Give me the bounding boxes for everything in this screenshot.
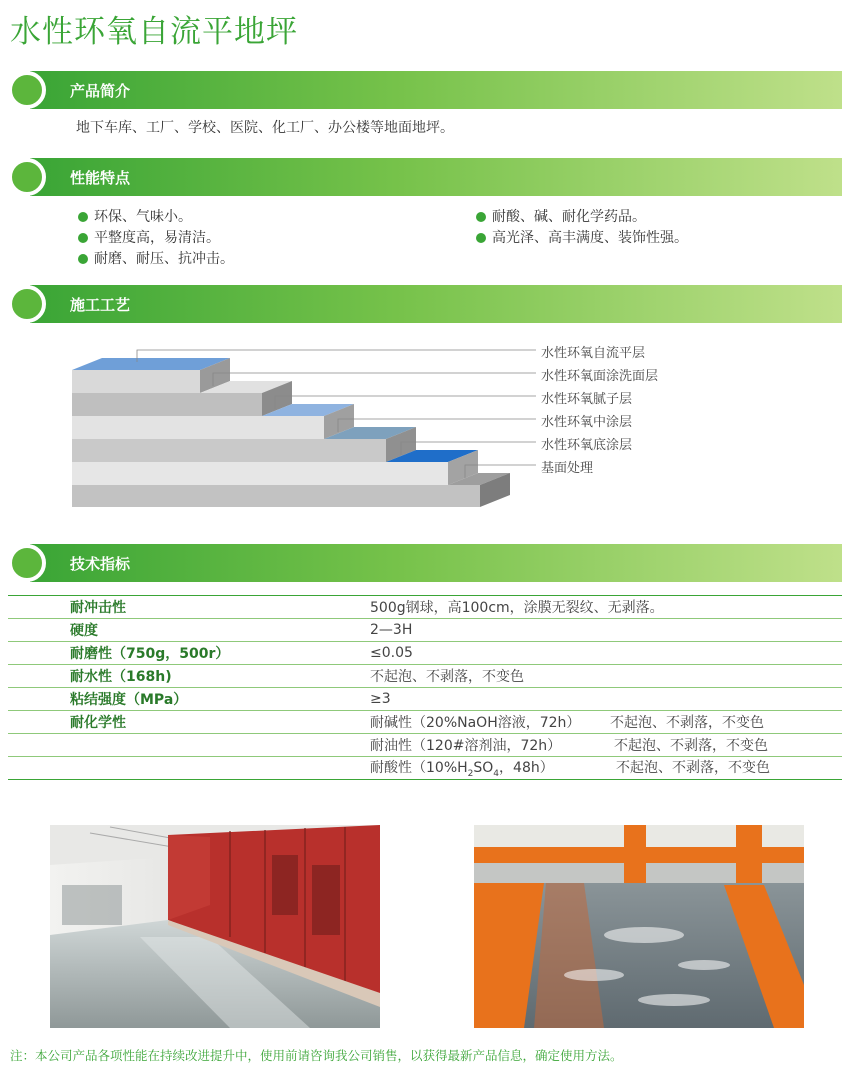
layer-label: 水性环氧底涂层 [541,438,633,453]
layer-front-2 [72,393,262,416]
circle-icon [8,285,46,323]
feature-item: 平整度高，易清洁。 [78,227,220,247]
layer-label: 基面处理 [541,461,594,476]
table-row [8,757,842,780]
table-row [8,596,842,619]
bullet-icon [78,233,88,243]
layer-front-5 [72,462,448,485]
spec-value: 耐油性（120#溶剂油，72h） 不起泡、不剥落，不变色 [370,734,842,757]
intro-text: 地下车库、工厂、学校、医院、化工厂、办公楼等地面地坪。 [76,120,454,136]
spec-name: 耐冲击性 [8,596,370,619]
spec-name: 耐水性（168h) [8,665,370,688]
spec-name: 耐化学性 [8,711,370,734]
section-header-features [8,158,842,196]
spec-name [8,734,370,757]
layer-label: 水性环氧面涂洗面层 [541,369,659,384]
spec-value: 耐碱性（20%NaOH溶液，72h） 不起泡、不剥落，不变色 [370,711,842,734]
layer-front-3 [72,416,324,439]
spec-value: 2—3H [370,619,842,642]
spec-name: 粘结强度（MPa） [8,688,370,711]
spec-name [8,757,370,780]
layer-diagram [0,330,850,520]
table-row [8,642,842,665]
table-row [8,711,842,734]
feature-item: 耐磨、耐压、抗冲击。 [78,248,234,268]
spec-value: ≤0.05 [370,642,842,665]
feature-item: 耐酸、碱、耐化学药品。 [476,206,646,226]
section-title: 性能特点 [70,169,131,187]
table-row [8,665,842,688]
spec-result: 不起泡、不剥落，不变色 [614,738,768,754]
table-row [8,734,842,757]
circle-icon [8,158,46,196]
section-title: 施工工艺 [70,296,131,314]
section-header-intro [8,71,842,109]
layer-label: 水性环氧自流平层 [541,346,646,361]
table-row [8,619,842,642]
spec-name: 硬度 [8,619,370,642]
table-row [8,688,842,711]
photo-factory-floor [50,825,380,1028]
layer-label: 水性环氧腻子层 [541,392,633,407]
spec-result: 不起泡、不剥落，不变色 [610,715,764,731]
spec-value: ≥3 [370,688,842,711]
bullet-icon [476,233,486,243]
bullet-icon [78,212,88,222]
layer-front-6 [72,485,480,507]
layer-front-1 [72,370,200,393]
feature-item: 高光泽、高丰满度、装饰性强。 [476,227,688,247]
section-title: 产品简介 [70,82,131,100]
spec-result: 不起泡、不剥落，不变色 [616,760,770,777]
layer-label: 水性环氧中涂层 [541,415,633,430]
layer-front-4 [72,439,386,462]
circle-icon [8,544,46,582]
specs-table [8,595,842,780]
section-header-specs [8,544,842,582]
spec-name: 耐磨性（750g，500r） [8,642,370,665]
section-title: 技术指标 [70,555,131,573]
bullet-icon [78,254,88,264]
section-header-process [8,285,842,323]
feature-item: 环保、气味小。 [78,206,192,226]
spec-value: 500g钢球，高100cm，涂膜无裂纹、无剥落。 [370,596,842,619]
spec-value: 不起泡、不剥落，不变色 [370,665,842,688]
spec-value: 耐酸性（$10\%H_2SO_4$，48h） 不起泡、不剥落，不变色 [370,757,842,780]
footnote: 注：本公司产品各项性能在持续改进提升中，使用前请咨询我公司销售，以获得最新产品信息，确定使用方法。 [10,1048,623,1063]
circle-icon [8,71,46,109]
photo-garage-floor [474,825,804,1028]
bullet-icon [476,212,486,222]
page-title: 水性环氧自流平地坪 [10,14,298,50]
